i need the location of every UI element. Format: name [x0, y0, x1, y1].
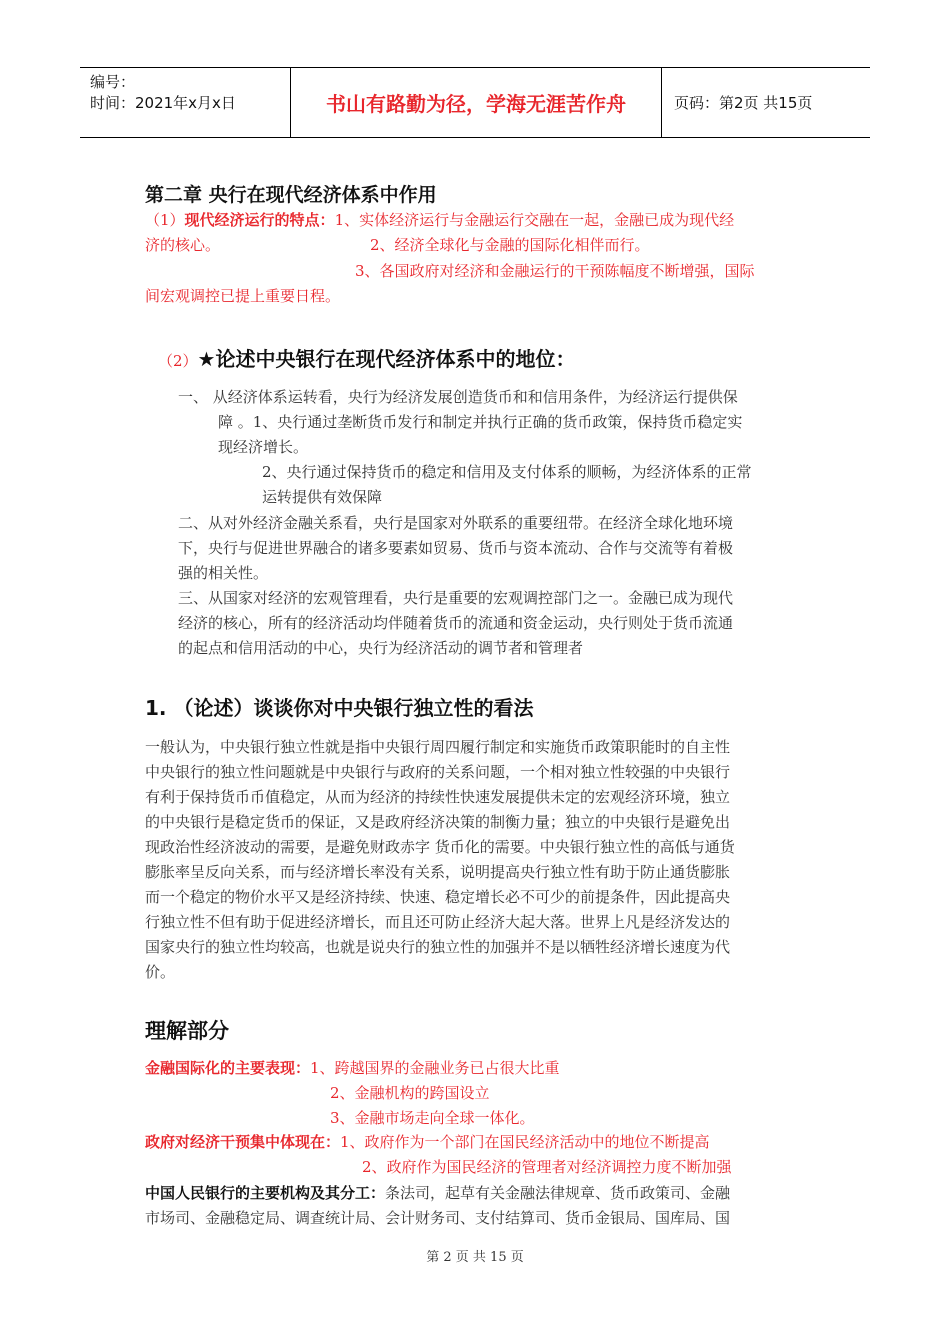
essay-line: 中央银行的独立性问题就是中央银行与政府的关系问题，一个相对独立性较强的中央银行	[145, 763, 731, 781]
understanding-title: 理解部分	[145, 1019, 229, 1043]
essay-line: 有利于保持货币币值稳定，从而为经济的持续性快速发展提供未定的宏观经济环境，独立	[145, 788, 731, 806]
q1-label: 现代经济运行的特点：	[184, 211, 335, 229]
essay-line: 行独立性不但有助于促进经济增长，而且还可防止经济大起大落。世界上凡是经济发达的	[145, 913, 731, 931]
fin-item-1: 1、跨越国界的金融业务已占很大比重	[310, 1059, 560, 1077]
q1-line-3: 3、各国政府对经济和金融运行的干预陈幅度不断增强，国际	[355, 262, 755, 280]
essay-line: 国家央行的独立性均较高，也就是说央行的独立性的加强并不是以牺牲经济增长速度为代	[145, 938, 731, 956]
gov-label: 政府对经济干预集中体现在：	[145, 1133, 341, 1151]
fin-item-2: 2、金融机构的跨国设立	[330, 1084, 490, 1102]
p1-line-3: 现经济增长。	[218, 438, 309, 456]
q1-line-4: 间宏观调控已提上重要日程。	[145, 287, 341, 305]
header-table	[80, 67, 870, 138]
gov-item-2: 2、政府作为国民经济的管理者对经济调控力度不断加强	[362, 1158, 732, 1176]
chapter-title: 第二章 央行在现代经济体系中作用	[145, 184, 437, 206]
gov-item-1: 1、政府作为一个部门在国民经济活动中的地位不断提高	[340, 1133, 710, 1151]
essay-line: 而一个稳定的物价水平又是经济持续、快速、稳定增长必不可少的前提条件，因此提高央	[145, 888, 731, 906]
p2-line-1: 二、从对外经济金融关系看，央行是国家对外联系的重要纽带。在经济全球化地环境	[178, 514, 734, 532]
serial-label: 编号：	[90, 73, 136, 91]
q1-text-1: 1、实体经济运行与金融运行交融在一起，金融已成为现代经	[334, 211, 735, 229]
p3-line-1: 三、从国家对经济的宏观管理看，央行是重要的宏观调控部门之一。金融已成为现代	[178, 589, 734, 607]
pboc-label: 中国人民银行的主要机构及其分工：	[145, 1184, 386, 1202]
pboc-line-2: 市场司、金融稳定局、调查统计局、会计财务司、支付结算司、货币金银局、国库局、国	[145, 1209, 731, 1227]
header-motto: 书山有路勤为径，学海无涯苦作舟	[290, 68, 662, 137]
essay-line: 现政治性经济波动的需要，是避免财政赤字 货币化的需要。中央银行独立性的高低与通货	[145, 838, 735, 856]
p3-line-3: 的起点和信用活动的中心，央行为经济活动的调节者和管理者	[178, 639, 584, 657]
header-page-code: 页码：第2页 共15页	[674, 94, 813, 112]
p1-line-5: 运转提供有效保障	[262, 488, 383, 506]
p1-line-1: 一、 从经济体系运转看，央行为经济发展创造货币和和信用条件，为经济运行提供保	[178, 388, 738, 406]
p1-line-2: 障 。1、央行通过垄断货币发行和制定并执行正确的货币政策，保持货币稳定实	[218, 413, 743, 431]
pboc-text-1: 条法司，起草有关金融法律规章、货币政策司、金融	[385, 1184, 731, 1202]
essay-line: 价。	[145, 963, 176, 981]
q2-title: ★论述中央银行在现代经济体系中的地位：	[197, 347, 576, 371]
q1-line-1	[145, 208, 734, 232]
date-label: 时间：2021年x月x日	[90, 94, 236, 112]
p2-line-3: 强的相关性。	[178, 564, 269, 582]
header-left-cell	[80, 68, 290, 137]
q1-prefix: （1）	[145, 211, 185, 229]
fin-item-3: 3、金融市场走向全球一体化。	[330, 1109, 535, 1127]
essay-line: 一般认为，中央银行独立性就是指中央银行周四履行制定和实施货币政策职能时的自主性	[145, 738, 731, 756]
pboc-line-1	[145, 1181, 730, 1205]
gov-line-1	[145, 1130, 710, 1154]
essay-line: 的中央银行是稳定货币的保证，又是政府经济决策的制衡力量；独立的中央银行是避免出	[145, 813, 731, 831]
p1-line-4: 2、央行通过保持货币的稳定和信用及支付体系的顺畅，为经济体系的正常	[262, 463, 752, 481]
essay-title: 1. （论述）谈谈你对中央银行独立性的看法	[145, 696, 534, 720]
q1-line-2a: 济的核心。	[145, 236, 221, 254]
essay-line: 膨胀率呈反向关系，而与经济增长率没有关系，说明提高央行独立性有助于防止通货膨胀	[145, 863, 731, 881]
fin-label: 金融国际化的主要表现：	[145, 1059, 311, 1077]
page-footer: 第 2 页 共 15 页	[426, 1250, 524, 1265]
fin-line-1	[145, 1056, 560, 1080]
p3-line-2: 经济的核心，所有的经济活动均伴随着货币的流通和资金运动，央行则处于货币流通	[178, 614, 734, 632]
q2-heading	[158, 344, 575, 376]
q2-prefix: （2）	[158, 352, 198, 370]
p2-line-2: 下，央行与促进世界融合的诸多要素如贸易、货币与资本流动、合作与交流等有着极	[178, 539, 734, 557]
q1-line-2b: 2、经济全球化与金融的国际化相伴而行。	[370, 236, 650, 254]
